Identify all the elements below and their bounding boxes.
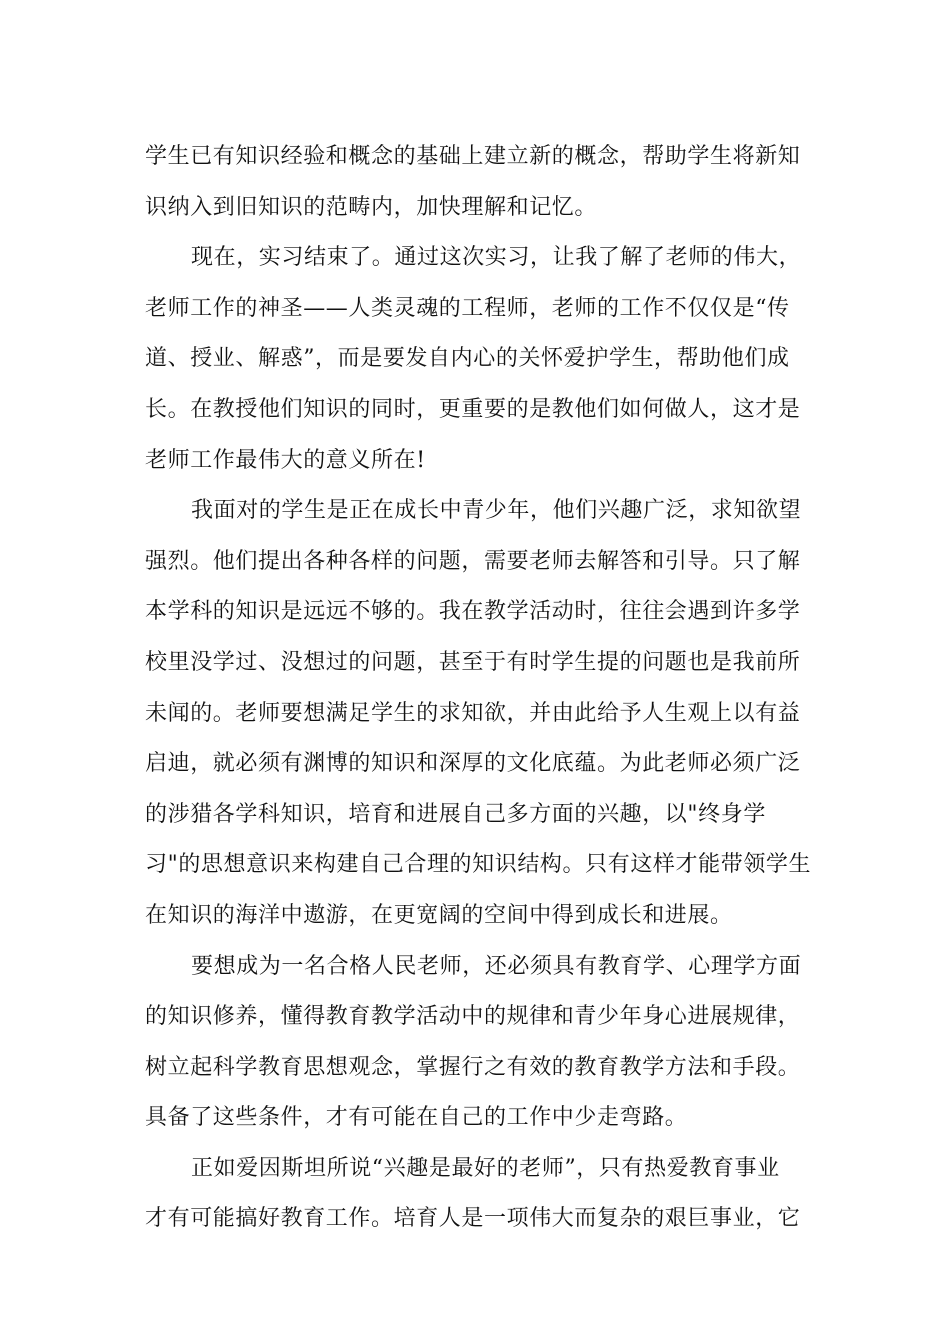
text-line: 的知识修养，懂得教育教学活动中的规律和青少年身心进展规律， [145, 1004, 801, 1030]
text-line: 本学科的知识是远远不够的。我在教学活动时，往往会遇到许多学 [145, 599, 801, 625]
text-line: 习"的思想意识来构建自己合理的知识结构。只有这样才能带领学生 [145, 852, 812, 878]
paragraph-start-line: 现在，实习结束了。通过这次实习，让我了解了老师的伟大， [191, 245, 802, 271]
text-line: 长。在教授他们知识的同时，更重要的是教他们如何做人，这才是 [145, 396, 801, 422]
text-line: 未闻的。老师要想满足学生的求知欲，并由此给予人生观上以有益 [145, 700, 801, 726]
text-line: 的涉猎各学科知识，培育和进展自己多方面的兴趣，以"终身学 [145, 801, 766, 827]
paragraph-start-line: 要想成为一名合格人民老师，还必须具有教育学、心理学方面 [191, 953, 802, 979]
text-line: 校里没学过、没想过的问题，甚至于有时学生提的问题也是我前所 [145, 649, 801, 675]
paragraph-start-line: 我面对的学生是正在成长中青少年，他们兴趣广泛，求知欲望 [191, 498, 802, 524]
text-line: 识纳入到旧知识的范畴内，加快理解和记忆。 [145, 194, 598, 220]
text-line: 强烈。他们提出各种各样的问题，需要老师去解答和引导。只了解 [145, 548, 801, 574]
text-line: 具备了这些条件，才有可能在自己的工作中少走弯路。 [145, 1105, 688, 1131]
text-line: 学生已有知识经验和概念的基础上建立新的概念，帮助学生将新知 [145, 144, 801, 169]
text-line: 启迪，就必须有渊博的知识和深厚的文化底蕴。为此老师必须广泛 [145, 751, 801, 777]
text-line: 老师工作最伟大的意义所在! [145, 447, 426, 473]
text-line: 老师工作的神圣——人类灵魂的工程师，老师的工作不仅仅是“传 [145, 295, 790, 321]
text-line: 道、授业、解惑”，而是要发自内心的关怀爱护学生，帮助他们成 [145, 346, 790, 372]
text-line: 才有可能搞好教育工作。培育人是一项伟大而复杂的艰巨事业，它 [145, 1206, 801, 1232]
text-line: 在知识的海洋中遨游，在更宽阔的空间中得到成长和进展。 [145, 902, 733, 928]
text-line: 树立起科学教育思想观念，掌握行之有效的教育教学方法和手段。 [145, 1054, 801, 1080]
document-body [145, 132, 810, 1245]
paragraph-start-line: 正如爱因斯坦所说“兴趣是最好的老师”，只有热爱教育事业 [191, 1155, 780, 1181]
